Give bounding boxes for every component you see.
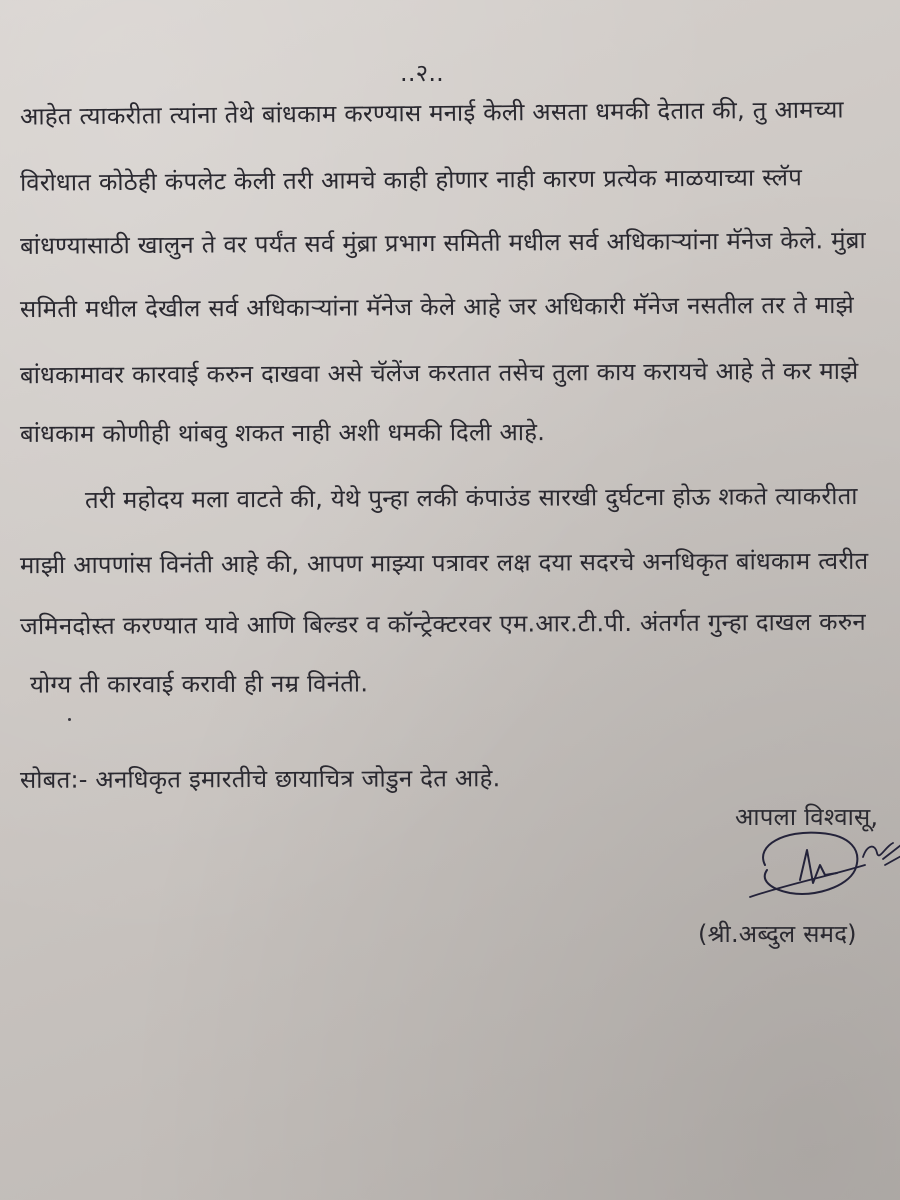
body-line: समिती मधील देखील सर्व अधिकाऱ्यांना मॅनेज केले आहे जर अधिकारी मॅनेज नसतील तर ते माझे xyxy=(19,290,855,324)
body-line: योग्य ती कारवाई करावी ही नम्र विनंती. xyxy=(29,669,369,699)
body-line: जमिनदोस्त करण्यात यावे आणि बिल्डर व कॉन्ट्रेक्टरवर एम.आर.टी.पी. अंतर्गत गुन्हा दाखल करुन xyxy=(19,607,866,641)
handwritten-signature xyxy=(745,825,900,910)
ink-dot xyxy=(68,718,71,721)
body-line: बांधकाम कोणीही थांबवु शकत नाही अशी धमकी दिली आहे. xyxy=(19,418,546,448)
body-line: बांधण्यासाठी खालुन ते वर पर्यंत सर्व मुंब्रा प्रभाग समिती मधील सर्व अधिकाऱ्यांना मॅनेज केले. मुंब्रा xyxy=(19,226,866,260)
page-number: ..२.. xyxy=(400,59,444,87)
body-line: विरोधात कोठेही कंपलेट केली तरी आमचे काही होणार नाही कारण प्रत्येक माळयाच्या स्लॅप xyxy=(19,163,803,197)
body-line: माझी आपणांस विनंती आहे की, आपण माझ्या पत्रावर लक्ष दया सदरचे अनधिकृत बांधकाम त्वरीत xyxy=(19,546,869,580)
enclosure-note: सोबत:- अनधिकृत इमारतीचे छायाचित्र जोडुन देत आहे. xyxy=(19,764,501,794)
body-line: बांधकामावर कारवाई करुन दाखवा असे चॅलेंज करतात तसेच तुला काय करायचे आहे ते कर माझे xyxy=(19,356,859,390)
body-line: आहेत त्याकरीता त्यांना तेथे बांधकाम करण्यास मनाई केली असता धमकी देतात की, तु आमच्या xyxy=(19,95,844,131)
body-line: तरी महोदय मला वाटते की, येथे पुन्हा लकी कंपाउंड सारखी दुर्घटना होऊ शकते त्याकरीता xyxy=(84,481,858,515)
closing-salutation: आपला विश्वासू, xyxy=(735,803,879,831)
signer-name: (श्री.अब्दुल समद) xyxy=(698,920,857,948)
